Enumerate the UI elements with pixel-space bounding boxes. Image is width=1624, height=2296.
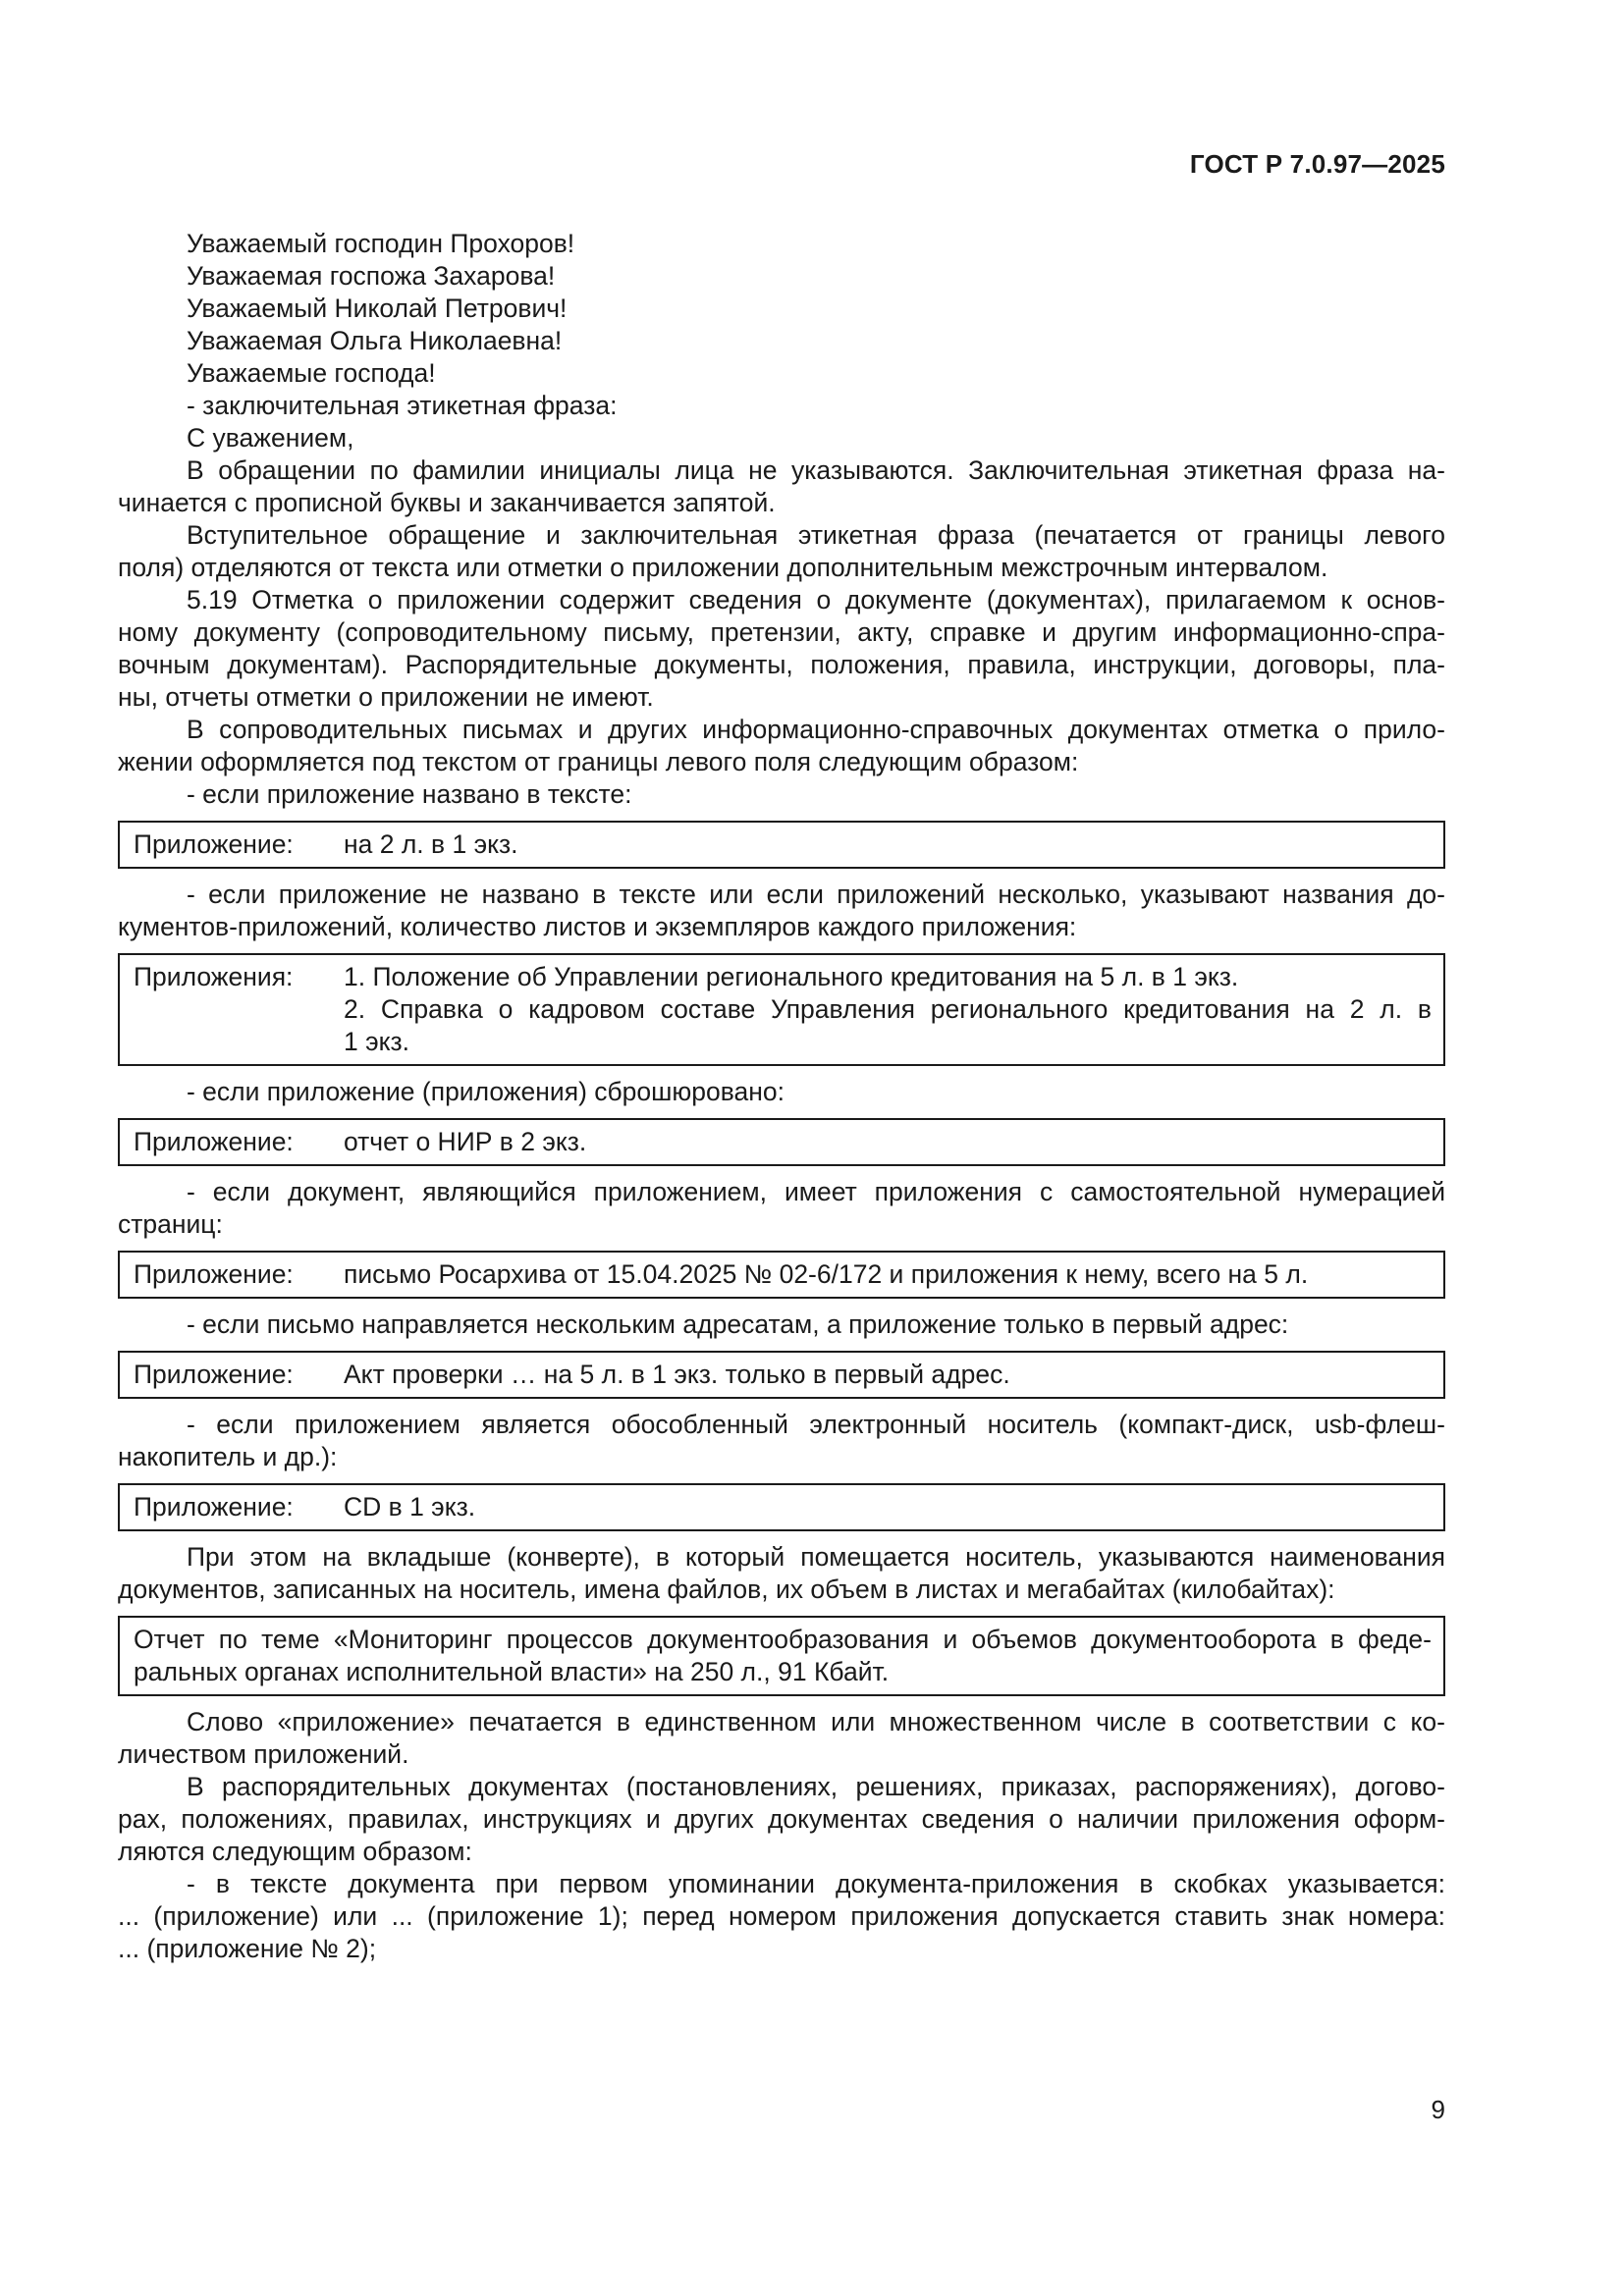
greeting-line: Уважаемый Николай Петрович! bbox=[187, 294, 568, 323]
paragraph-line: ны, отчеты отметки о приложении не имеют. bbox=[118, 682, 654, 712]
paragraph bbox=[118, 519, 1445, 584]
paragraph-line: Слово «приложение» печатается в единственном или множественном числе в соответствии с ко- bbox=[187, 1707, 1445, 1736]
paragraph-line: ному документу (сопроводительному письму, претензии, акту, справке и другим информационно-спра- bbox=[118, 617, 1445, 647]
attachment-label: Приложение: bbox=[134, 829, 294, 859]
document-body bbox=[118, 228, 1445, 1965]
paragraph-line: вочным документам). Распорядительные документы, положения, правила, инструкции, договоры, пла- bbox=[118, 650, 1445, 679]
closing-phrase-heading: - заключительная этикетная фраза: bbox=[187, 391, 618, 420]
media-insert-line: ральных органах исполнительной власти» на 250 л., 91 Кбайт. bbox=[134, 1657, 890, 1686]
greeting-line: Уважаемый господин Прохоров! bbox=[187, 229, 575, 258]
paragraph-line: кументов-приложений, количество листов и экземпляров каждого приложения: bbox=[118, 912, 1077, 941]
paragraph bbox=[118, 1409, 1445, 1473]
paragraph bbox=[118, 714, 1445, 811]
attachment-example-box bbox=[118, 1351, 1445, 1399]
paragraph-line: - если приложением является обособленный электронный носитель (компакт-диск, usb-флеш- bbox=[187, 1410, 1445, 1439]
greeting-line: Уважаемые господа! bbox=[187, 358, 436, 388]
paragraph-line: ... (приложение № 2); bbox=[118, 1934, 377, 1963]
attachment-label: Приложение: bbox=[134, 1127, 294, 1156]
paragraph-line: Вступительное обращение и заключительная этикетная фраза (печатается от границы левого bbox=[187, 520, 1445, 550]
paragraph-line: жении оформляется под текстом от границы левого поля следующим образом: bbox=[118, 747, 1079, 776]
paragraph-line: 5.19 Отметка о приложении содержит сведения о документе (документах), прилагаемом к основ- bbox=[187, 585, 1445, 614]
attachment-list bbox=[344, 961, 1432, 1058]
paragraph-line: В распорядительных документах (постановлениях, решениях, приказах, распоряжениях), догово- bbox=[187, 1772, 1445, 1801]
paragraph-line: чинается с прописной буквы и заканчивается запятой. bbox=[118, 488, 776, 517]
attachment-label: Приложение: bbox=[134, 1492, 294, 1522]
media-insert-example-box bbox=[118, 1616, 1445, 1696]
page-number: 9 bbox=[1431, 2095, 1445, 2124]
attachment-label: Приложение: bbox=[134, 1259, 294, 1289]
paragraph bbox=[118, 1868, 1445, 1965]
attachment-value: письмо Росархива от 15.04.2025 № 02-6/172 и приложения к нему, всего на 5 л. bbox=[344, 1259, 1309, 1289]
paragraph bbox=[118, 1706, 1445, 1771]
attachment-example-box bbox=[118, 1483, 1445, 1531]
paragraph-line: поля) отделяются от текста или отметки о приложении дополнительным межстрочным интервалом. bbox=[118, 553, 1328, 582]
paragraph-line: - если документ, являющийся приложением, имеет приложения с самостоятельной нумерацией bbox=[187, 1177, 1445, 1206]
paragraph bbox=[118, 1541, 1445, 1606]
paragraph-line: - в тексте документа при первом упоминании документа-приложения в скобках указывается: bbox=[187, 1869, 1445, 1898]
paragraph-line: накопитель и др.): bbox=[118, 1442, 338, 1471]
attachment-value: отчет о НИР в 2 экз. bbox=[344, 1127, 587, 1156]
paragraph-line: При этом на вкладыше (конверте), в который помещается носитель, указываются наименования bbox=[187, 1542, 1445, 1572]
paragraph bbox=[118, 1771, 1445, 1868]
attachment-value: CD в 1 экз. bbox=[344, 1492, 476, 1522]
section-5-19 bbox=[118, 584, 1445, 714]
attachment-item: 2. Справка о кадровом составе Управления регионального кредитования на 2 л. в bbox=[344, 994, 1432, 1024]
attachment-example-box bbox=[118, 1251, 1445, 1299]
paragraph-line: - если приложение не названо в тексте или если приложений несколько, указывают названия до- bbox=[187, 880, 1445, 909]
attachment-value: Акт проверки … на 5 л. в 1 экз. только в первый адрес. bbox=[344, 1360, 1010, 1389]
attachment-label: Приложение: bbox=[134, 1360, 294, 1389]
greeting-line: Уважаемая Ольга Николаевна! bbox=[187, 326, 563, 355]
paragraph-line: страниц: bbox=[118, 1209, 223, 1239]
paragraph-line: ляются следующим образом: bbox=[118, 1837, 472, 1866]
attachment-value: на 2 л. в 1 экз. bbox=[344, 829, 518, 859]
paragraph-line: - если письмо направляется нескольким адресатам, а приложение только в первый адрес: bbox=[187, 1309, 1289, 1339]
paragraph-line: В сопроводительных письмах и других информационно-справочных документах отметка о прило- bbox=[187, 715, 1445, 744]
paragraph bbox=[118, 454, 1445, 519]
greeting-line: Уважаемая госпожа Захарова! bbox=[187, 261, 556, 291]
attachment-example-box bbox=[118, 821, 1445, 869]
attachment-example-box bbox=[118, 1118, 1445, 1166]
paragraph-line: личеством приложений. bbox=[118, 1739, 409, 1769]
attachment-label: Приложения: bbox=[134, 962, 294, 991]
attachment-example-box bbox=[118, 953, 1445, 1066]
paragraph-line: рах, положениях, правилах, инструкциях и других документах сведения о наличии приложения оформ- bbox=[118, 1804, 1445, 1834]
paragraph-line: ... (приложение) или ... (приложение 1); перед номером приложения допускается ставить знак номера: bbox=[118, 1901, 1445, 1931]
paragraph bbox=[118, 879, 1445, 943]
document-code-header: ГОСТ Р 7.0.97—2025 bbox=[1189, 149, 1445, 179]
paragraph-line: документов, записанных на носитель, имена файлов, их объем в листах и мегабайтах (килобайтах): bbox=[118, 1575, 1335, 1604]
paragraph bbox=[118, 1176, 1445, 1241]
attachment-item: 1. Положение об Управлении регионального кредитования на 5 л. в 1 экз. bbox=[344, 962, 1239, 991]
paragraph-line: - если приложение (приложения) сброшюровано: bbox=[187, 1077, 785, 1106]
paragraph-line: В обращении по фамилии инициалы лица не указываются. Заключительная этикетная фраза на- bbox=[187, 455, 1445, 485]
greeting-examples bbox=[118, 228, 1445, 454]
closing-phrase-example: С уважением, bbox=[187, 423, 354, 453]
attachment-item: 1 экз. bbox=[344, 1027, 410, 1056]
media-insert-line: Отчет по теме «Мониторинг процессов документообразования и объемов документооборота в феде- bbox=[134, 1625, 1432, 1654]
paragraph-line: - если приложение названо в тексте: bbox=[187, 779, 632, 809]
